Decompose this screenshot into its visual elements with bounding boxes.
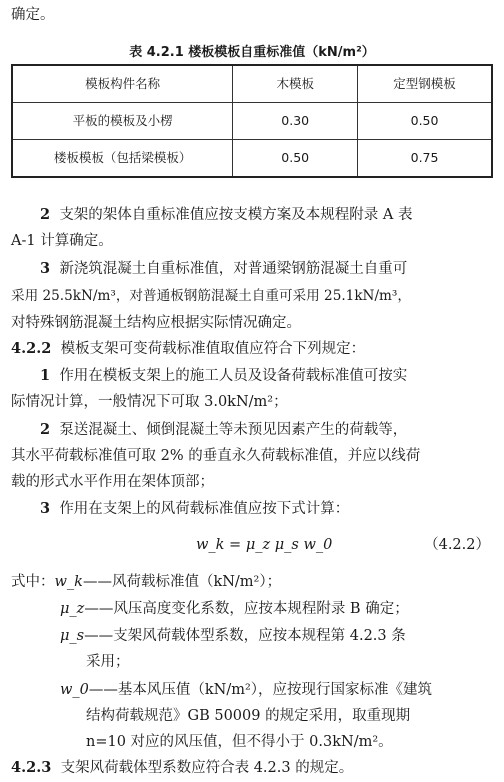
item-number: 1 xyxy=(40,367,51,384)
paragraph-2-line-2: A-1 计算确定。 xyxy=(11,233,113,249)
section-number: 4.2.3 xyxy=(11,759,52,776)
table-cell: 0.75 xyxy=(358,140,492,178)
table-header-cell: 木模板 xyxy=(233,65,358,103)
load-table xyxy=(11,64,493,178)
item-2-line-2: 其水平荷载标准值可取 2% 的垂直永久荷载标准值，并应以线荷 xyxy=(11,448,421,464)
paragraph-text: 新浇筑混凝土自重标准值，对普通梁钢筋混凝土自重可 xyxy=(59,261,408,277)
table-cell: 0.50 xyxy=(233,140,358,178)
item-1-line-1 xyxy=(40,363,407,389)
section-number: 4.2.2 xyxy=(11,340,52,357)
item-3-line-1 xyxy=(40,496,349,522)
table-caption: 表 4.2.1 楼板模板自重标准值（kN/m²） xyxy=(129,45,375,60)
item-number: 2 xyxy=(40,206,51,223)
section-text: 支架风荷载体型系数应符合表 4.2.3 的规定。 xyxy=(60,760,354,776)
symbol-muz: μ_z xyxy=(60,601,85,617)
where-line-4b: 结构荷载规范》GB 50009 的规定采用，取重现期 xyxy=(86,708,411,724)
table-row xyxy=(12,103,492,140)
table-row xyxy=(12,140,492,178)
symbol-w0: w_0 xyxy=(60,682,89,698)
section-text: 模板支架可变荷载标准值取值应符合下列规定： xyxy=(60,341,366,357)
table-header-row xyxy=(12,65,492,103)
table-cell: 楼板模板（包括梁模板） xyxy=(12,140,233,178)
where-line-4c: n=10 对应的风压值，但不得小于 0.3kN/m²。 xyxy=(86,734,393,750)
item-2-line-1 xyxy=(40,417,407,443)
table-cell: 0.50 xyxy=(358,103,492,140)
where-line-2 xyxy=(60,596,409,622)
where-line-3b: 采用； xyxy=(86,654,130,670)
definition-text: ——支架风荷载体型系数，应按本规程第 4.2.3 条 xyxy=(84,628,406,644)
item-number: 3 xyxy=(40,260,51,277)
item-1-line-2: 际情况计算，一般情况下可取 3.0kN/m²； xyxy=(11,394,288,410)
table-header-cell: 模板构件名称 xyxy=(12,65,233,103)
paragraph-3-line-1 xyxy=(40,256,407,282)
where-lead: 式中： xyxy=(11,574,55,590)
item-text: 作用在支架上的风荷载标准值应按下式计算： xyxy=(59,501,350,517)
definition-text: ——基本风压值（kN/m²），应按现行国家标准《建筑 xyxy=(88,682,433,698)
continuation-text: 确定。 xyxy=(11,7,55,23)
where-line-1 xyxy=(11,569,281,595)
where-line-3 xyxy=(60,623,406,649)
section-4-2-3 xyxy=(11,755,353,781)
paragraph-2-line-1 xyxy=(40,202,413,228)
item-number: 3 xyxy=(40,500,51,517)
table-cell: 0.30 xyxy=(233,103,358,140)
equation-number: （4.2.2） xyxy=(424,537,490,553)
symbol-wk: w_k xyxy=(54,574,83,590)
definition-text: ——风压高度变化系数，应按本规程附录 B 确定； xyxy=(84,601,409,617)
item-text: 作用在模板支架上的施工人员及设备荷载标准值可按实 xyxy=(59,368,408,384)
paragraph-3-line-2: 采用 25.5kN/m³，对普通板钢筋混凝土自重可采用 25.1kN/m³， xyxy=(11,288,411,304)
symbol-mus: μ_s xyxy=(60,628,85,644)
paragraph-text: 支架的架体自重标准值应按支模方案及本规程附录 A 表 xyxy=(59,207,413,223)
definition-text: ——风荷载标准值（kN/m²）； xyxy=(82,574,282,590)
item-text: 泵送混凝土、倾倒混凝土等未预见因素产生的荷载等， xyxy=(59,422,408,438)
section-4-2-2 xyxy=(11,336,365,362)
equation-formula: w_k = μ_z μ_s w_0 xyxy=(196,537,333,553)
table-header-cell: 定型钢模板 xyxy=(358,65,492,103)
table-cell: 平板的模板及小楞 xyxy=(12,103,233,140)
where-line-4 xyxy=(60,677,432,703)
item-2-line-3: 载的形式水平作用在架体顶部； xyxy=(11,474,214,490)
paragraph-3-line-3: 对特殊钢筋混凝土结构应根据实际情况确定。 xyxy=(11,315,301,331)
item-number: 2 xyxy=(40,421,51,438)
